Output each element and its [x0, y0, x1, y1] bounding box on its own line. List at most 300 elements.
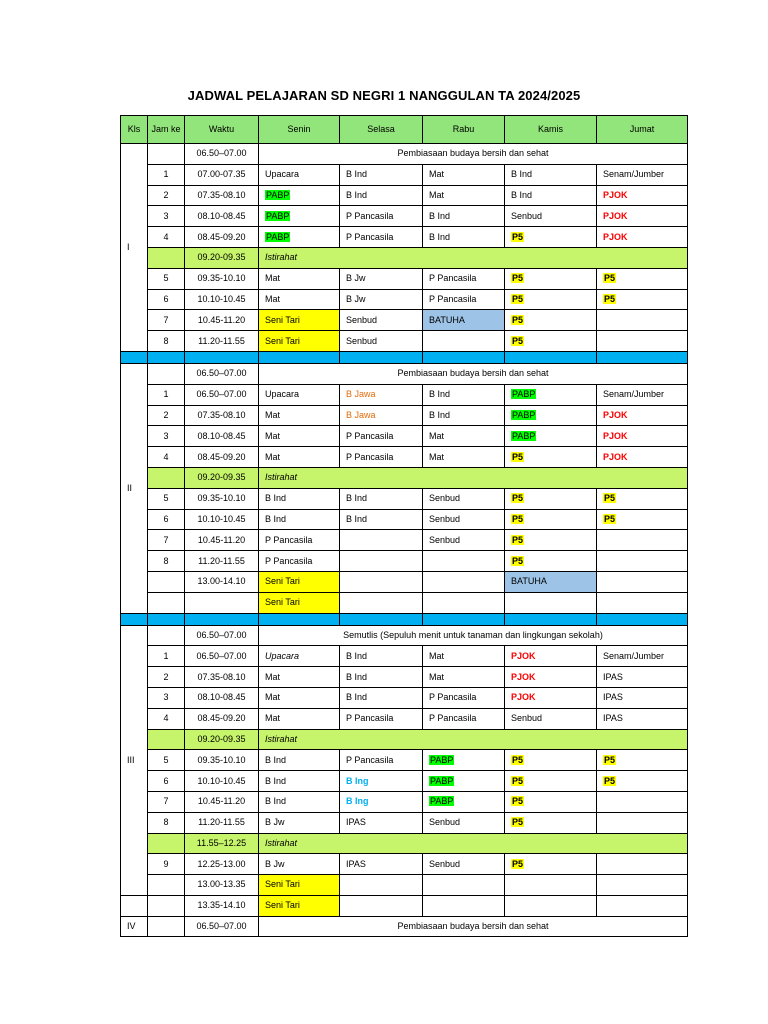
jam-cell: 2: [148, 667, 185, 688]
senin-cell: Mat: [259, 447, 340, 468]
table-row: [121, 708, 688, 729]
waktu-cell: 06.50–07.00: [185, 646, 259, 667]
table-row: [121, 405, 688, 426]
waktu-cell: 08.10-08.45: [185, 426, 259, 447]
kamis-cell: [505, 310, 597, 331]
senin-cell: Upacara: [259, 164, 340, 185]
istirahat-cell: Istirahat: [259, 467, 688, 488]
jumat-cell: [597, 331, 688, 352]
selasa-cell: [340, 895, 423, 916]
rabu-cell: Mat: [423, 646, 505, 667]
jumat-cell: Senam/Jumber: [597, 646, 688, 667]
selasa-cell: Senbud: [340, 331, 423, 352]
jam-cell: [148, 875, 185, 896]
subject-mark: P5: [512, 231, 524, 242]
header-senin: Senin: [259, 116, 340, 144]
jam-cell: [148, 467, 185, 488]
rabu-cell: [423, 571, 505, 592]
selasa-cell: P Pancasila: [340, 206, 423, 227]
kamis-cell: B Ind: [505, 164, 597, 185]
subject-mark: P5: [604, 493, 616, 504]
waktu-cell: 06.50–07.00: [185, 144, 259, 165]
waktu-cell: 08.10-08.45: [185, 687, 259, 708]
waktu-cell: 07.35-08.10: [185, 405, 259, 426]
table-row: [121, 916, 688, 937]
selasa-cell: B Ing: [340, 771, 423, 792]
waktu-cell: 07.00-07.35: [185, 164, 259, 185]
jam-cell: 6: [148, 771, 185, 792]
selasa-cell: [340, 592, 423, 613]
selasa-cell: B Ing: [340, 791, 423, 812]
jumat-cell: [597, 530, 688, 551]
jam-cell: [148, 895, 185, 916]
senin-cell: B Ind: [259, 771, 340, 792]
rabu-cell: [423, 791, 505, 812]
jumat-cell: [597, 571, 688, 592]
senin-cell: [259, 227, 340, 248]
jam-cell: [148, 916, 185, 937]
jam-cell: 8: [148, 551, 185, 572]
subject-mark: P5: [512, 534, 524, 545]
senin-cell: Mat: [259, 268, 340, 289]
jam-cell: [148, 625, 185, 646]
pembiasaan-cell: Pembiasaan budaya bersih dan sehat: [259, 916, 688, 937]
jumat-cell: [597, 488, 688, 509]
jumat-cell: PJOK: [597, 227, 688, 248]
table-row: [121, 625, 688, 646]
kamis-cell: [505, 530, 597, 551]
jumat-cell: [597, 551, 688, 572]
senin-cell: Seni Tari: [259, 592, 340, 613]
waktu-cell: 06.50–07.00: [185, 363, 259, 384]
selasa-cell: IPAS: [340, 812, 423, 833]
kamis-cell: Senbud: [505, 708, 597, 729]
jam-cell: [148, 144, 185, 165]
waktu-cell: 11.20-11.55: [185, 551, 259, 572]
selasa-cell: B Ind: [340, 687, 423, 708]
kamis-cell: B Ind: [505, 185, 597, 206]
istirahat-cell: Istirahat: [259, 833, 688, 854]
selasa-cell: B Ind: [340, 667, 423, 688]
jam-cell: [148, 729, 185, 750]
header-jumat: Jumat: [597, 116, 688, 144]
jumat-cell: Senam/Jumber: [597, 164, 688, 185]
pembiasaan-cell: Pembiasaan budaya bersih dan sehat: [259, 363, 688, 384]
selasa-cell: B Jawa: [340, 384, 423, 405]
kamis-cell: [505, 895, 597, 916]
jam-cell: 8: [148, 812, 185, 833]
table-row: [121, 854, 688, 875]
jumat-cell: PJOK: [597, 447, 688, 468]
jam-cell: 7: [148, 791, 185, 812]
page-title: JADWAL PELAJARAN SD NEGRI 1 NANGGULAN TA 2024/2025: [187, 88, 581, 103]
rabu-cell: [423, 331, 505, 352]
separator-row: [121, 613, 688, 625]
subject-mark: PABP: [512, 389, 536, 400]
senin-cell: B Ind: [259, 750, 340, 771]
jam-cell: 8: [148, 331, 185, 352]
selasa-cell: IPAS: [340, 854, 423, 875]
jam-cell: 2: [148, 405, 185, 426]
subject-mark: P5: [604, 754, 616, 765]
subject-mark: PABP: [266, 210, 290, 221]
senin-cell: B Jw: [259, 854, 340, 875]
selasa-cell: B Ind: [340, 646, 423, 667]
senin-cell: B Jw: [259, 812, 340, 833]
jumat-cell: [597, 592, 688, 613]
rabu-cell: B Ind: [423, 384, 505, 405]
kamis-cell: [505, 812, 597, 833]
waktu-cell: 10.10-10.45: [185, 289, 259, 310]
waktu-cell: 08.45-09.20: [185, 227, 259, 248]
subject-mark: P5: [604, 775, 616, 786]
table-row: [121, 384, 688, 405]
header-rabu: Rabu: [423, 116, 505, 144]
subject-mark: PABP: [512, 430, 536, 441]
kamis-cell: Senbud: [505, 206, 597, 227]
rabu-cell: [423, 771, 505, 792]
table-row: [121, 895, 688, 916]
rabu-cell: B Ind: [423, 206, 505, 227]
jumat-cell: [597, 750, 688, 771]
table-row: [121, 488, 688, 509]
waktu-cell: 11.20-11.55: [185, 331, 259, 352]
table-row: [121, 164, 688, 185]
jam-cell: [148, 592, 185, 613]
kamis-cell: [505, 227, 597, 248]
waktu-cell: 11.20-11.55: [185, 812, 259, 833]
jam-cell: 1: [148, 164, 185, 185]
subject-mark: P5: [512, 273, 524, 284]
rabu-cell: Mat: [423, 185, 505, 206]
jumat-cell: [597, 895, 688, 916]
schedule-table: [120, 115, 688, 937]
senin-cell: Mat: [259, 667, 340, 688]
jam-cell: 3: [148, 426, 185, 447]
header-kamis: Kamis: [505, 116, 597, 144]
jam-cell: 4: [148, 708, 185, 729]
class-label: IV: [121, 916, 148, 937]
jumat-cell: IPAS: [597, 667, 688, 688]
senin-cell: B Ind: [259, 488, 340, 509]
selasa-cell: [340, 551, 423, 572]
header-selasa: Selasa: [340, 116, 423, 144]
waktu-cell: 09.20-09.35: [185, 467, 259, 488]
waktu-cell: 13.00-14.10: [185, 571, 259, 592]
kamis-cell: [505, 488, 597, 509]
waktu-cell: 09.35-10.10: [185, 750, 259, 771]
senin-cell: Seni Tari: [259, 895, 340, 916]
subject-mark: PABP: [512, 409, 536, 420]
class-label: I: [121, 144, 148, 352]
table-row: [121, 289, 688, 310]
jam-cell: 6: [148, 509, 185, 530]
jumat-cell: PJOK: [597, 206, 688, 227]
rabu-cell: Mat: [423, 426, 505, 447]
table-row: [121, 426, 688, 447]
table-row: [121, 509, 688, 530]
jam-cell: 5: [148, 268, 185, 289]
class-label: III: [121, 625, 148, 895]
table-row: [121, 771, 688, 792]
waktu-cell: 09.20-09.35: [185, 247, 259, 268]
senin-cell: Seni Tari: [259, 571, 340, 592]
jam-cell: 5: [148, 488, 185, 509]
rabu-cell: P Pancasila: [423, 708, 505, 729]
waktu-cell: 13.00-13.35: [185, 875, 259, 896]
senin-cell: [259, 206, 340, 227]
jumat-cell: PJOK: [597, 185, 688, 206]
waktu-cell: 13.35-14.10: [185, 895, 259, 916]
selasa-cell: B Ind: [340, 488, 423, 509]
jumat-cell: Senam/Jumber: [597, 384, 688, 405]
table-row: [121, 268, 688, 289]
jumat-cell: [597, 812, 688, 833]
rabu-cell: Senbud: [423, 812, 505, 833]
istirahat-cell: Istirahat: [259, 247, 688, 268]
jam-cell: [148, 247, 185, 268]
table-row: [121, 185, 688, 206]
jumat-cell: [597, 854, 688, 875]
header-waktu: Waktu: [185, 116, 259, 144]
waktu-cell: 08.10-08.45: [185, 206, 259, 227]
jam-cell: 5: [148, 750, 185, 771]
senin-cell: Mat: [259, 405, 340, 426]
rabu-cell: Senbud: [423, 854, 505, 875]
jam-cell: 3: [148, 687, 185, 708]
subject-mark: P5: [512, 775, 524, 786]
rabu-cell: Senbud: [423, 488, 505, 509]
rabu-cell: B Ind: [423, 227, 505, 248]
table-row: [121, 592, 688, 613]
jumat-cell: [597, 771, 688, 792]
selasa-cell: B Ind: [340, 164, 423, 185]
waktu-cell: 09.20-09.35: [185, 729, 259, 750]
senin-cell: P Pancasila: [259, 551, 340, 572]
senin-cell: Mat: [259, 708, 340, 729]
semutlis-cell: Semutlis (Sepuluh menit untuk tanaman dan lingkungan sekolah): [259, 625, 688, 646]
jumat-cell: IPAS: [597, 708, 688, 729]
waktu-cell: [185, 592, 259, 613]
jam-cell: 1: [148, 646, 185, 667]
jam-cell: [148, 833, 185, 854]
waktu-cell: 08.45-09.20: [185, 708, 259, 729]
jumat-cell: [597, 310, 688, 331]
table-row: [121, 750, 688, 771]
subject-mark: PABP: [430, 754, 454, 765]
jumat-cell: IPAS: [597, 687, 688, 708]
kamis-cell: [505, 447, 597, 468]
selasa-cell: [340, 571, 423, 592]
kamis-cell: [505, 268, 597, 289]
waktu-cell: 08.45-09.20: [185, 447, 259, 468]
waktu-cell: 10.10-10.45: [185, 771, 259, 792]
jumat-cell: [597, 509, 688, 530]
rabu-cell: Mat: [423, 667, 505, 688]
jumat-cell: [597, 875, 688, 896]
jam-cell: [148, 363, 185, 384]
rabu-cell: [423, 592, 505, 613]
subject-mark: P5: [512, 817, 524, 828]
jumat-cell: [597, 791, 688, 812]
rabu-cell: [423, 895, 505, 916]
subject-mark: P5: [512, 314, 524, 325]
separator-row: [121, 351, 688, 363]
jam-cell: 7: [148, 310, 185, 331]
jam-cell: 2: [148, 185, 185, 206]
subject-mark: P5: [512, 451, 524, 462]
jumat-cell: [597, 289, 688, 310]
table-row: [121, 331, 688, 352]
waktu-cell: 10.45-11.20: [185, 530, 259, 551]
subject-mark: P5: [512, 513, 524, 524]
subject-mark: PABP: [430, 775, 454, 786]
table-row: [121, 447, 688, 468]
waktu-cell: 09.35-10.10: [185, 488, 259, 509]
kamis-cell: [505, 405, 597, 426]
header-jam: Jam ke: [148, 116, 185, 144]
waktu-cell: 06.50–07.00: [185, 625, 259, 646]
jam-cell: 4: [148, 227, 185, 248]
rabu-cell: Senbud: [423, 530, 505, 551]
table-row: [121, 875, 688, 896]
senin-cell: Mat: [259, 687, 340, 708]
jam-cell: 4: [148, 447, 185, 468]
jumat-cell: PJOK: [597, 426, 688, 447]
kamis-cell: [505, 289, 597, 310]
table-row: [121, 551, 688, 572]
senin-cell: Upacara: [259, 384, 340, 405]
senin-cell: B Ind: [259, 791, 340, 812]
rabu-cell: Mat: [423, 447, 505, 468]
rabu-cell: Senbud: [423, 509, 505, 530]
table-row: [121, 812, 688, 833]
break-row: [121, 247, 688, 268]
jam-cell: [148, 571, 185, 592]
kamis-cell: [505, 750, 597, 771]
istirahat-cell: Istirahat: [259, 729, 688, 750]
subject-mark: PABP: [266, 189, 290, 200]
subject-mark: P5: [604, 513, 616, 524]
selasa-cell: P Pancasila: [340, 750, 423, 771]
subject-mark: P5: [512, 293, 524, 304]
jam-cell: 1: [148, 384, 185, 405]
selasa-cell: P Pancasila: [340, 708, 423, 729]
rabu-cell: [423, 551, 505, 572]
waktu-cell: 10.45-11.20: [185, 310, 259, 331]
rabu-cell: BATUHA: [423, 310, 505, 331]
jam-cell: 6: [148, 289, 185, 310]
kamis-cell: PJOK: [505, 667, 597, 688]
header-row: [121, 116, 688, 144]
break-row: [121, 467, 688, 488]
table-row: [121, 667, 688, 688]
table-row: [121, 363, 688, 384]
senin-cell: Mat: [259, 426, 340, 447]
jumat-cell: PJOK: [597, 405, 688, 426]
waktu-cell: 09.35-10.10: [185, 268, 259, 289]
selasa-cell: B Ind: [340, 185, 423, 206]
selasa-cell: Senbud: [340, 310, 423, 331]
jumat-cell: [597, 268, 688, 289]
senin-cell: B Ind: [259, 509, 340, 530]
selasa-cell: P Pancasila: [340, 447, 423, 468]
jam-cell: 3: [148, 206, 185, 227]
selasa-cell: P Pancasila: [340, 426, 423, 447]
senin-cell: Seni Tari: [259, 310, 340, 331]
waktu-cell: 10.10-10.45: [185, 509, 259, 530]
senin-cell: Seni Tari: [259, 331, 340, 352]
kamis-cell: [505, 331, 597, 352]
rabu-cell: [423, 875, 505, 896]
selasa-cell: [340, 530, 423, 551]
senin-cell: Upacara: [259, 646, 340, 667]
subject-mark: P5: [512, 754, 524, 765]
selasa-cell: B Jw: [340, 289, 423, 310]
waktu-cell: 07.35-08.10: [185, 185, 259, 206]
selasa-cell: B Ind: [340, 509, 423, 530]
jam-cell: 9: [148, 854, 185, 875]
table-row: [121, 530, 688, 551]
subject-mark: P5: [604, 273, 616, 284]
waktu-cell: 07.35-08.10: [185, 667, 259, 688]
kamis-cell: [505, 509, 597, 530]
table-row: [121, 791, 688, 812]
waktu-cell: 06.50–07.00: [185, 916, 259, 937]
table-row: [121, 571, 688, 592]
subject-mark: PABP: [430, 796, 454, 807]
kamis-cell: [505, 854, 597, 875]
senin-cell: Seni Tari: [259, 875, 340, 896]
kamis-cell: PJOK: [505, 646, 597, 667]
rabu-cell: Mat: [423, 164, 505, 185]
break-row: [121, 729, 688, 750]
selasa-cell: B Jawa: [340, 405, 423, 426]
waktu-cell: 12.25-13.00: [185, 854, 259, 875]
table-row: [121, 227, 688, 248]
table-row: [121, 144, 688, 165]
table-row: [121, 310, 688, 331]
selasa-cell: [340, 875, 423, 896]
table-row: [121, 687, 688, 708]
kls-cell: [121, 895, 148, 916]
break-row: [121, 833, 688, 854]
rabu-cell: P Pancasila: [423, 687, 505, 708]
kamis-cell: [505, 771, 597, 792]
subject-mark: P5: [512, 335, 524, 346]
kamis-cell: PJOK: [505, 687, 597, 708]
kamis-cell: [505, 426, 597, 447]
senin-cell: [259, 185, 340, 206]
kamis-cell: [505, 592, 597, 613]
table-row: [121, 206, 688, 227]
kamis-cell: BATUHA: [505, 571, 597, 592]
subject-mark: P5: [512, 555, 524, 566]
pembiasaan-cell: Pembiasaan budaya bersih dan sehat: [259, 144, 688, 165]
waktu-cell: 06.50–07.00: [185, 384, 259, 405]
waktu-cell: 10.45-11.20: [185, 791, 259, 812]
subject-mark: P5: [512, 493, 524, 504]
senin-cell: Mat: [259, 289, 340, 310]
senin-cell: P Pancasila: [259, 530, 340, 551]
rabu-cell: P Pancasila: [423, 268, 505, 289]
subject-mark: P5: [512, 858, 524, 869]
table-row: [121, 646, 688, 667]
subject-mark: P5: [512, 796, 524, 807]
subject-mark: PABP: [266, 231, 290, 242]
jam-cell: 7: [148, 530, 185, 551]
header-kls: Kls: [121, 116, 148, 144]
